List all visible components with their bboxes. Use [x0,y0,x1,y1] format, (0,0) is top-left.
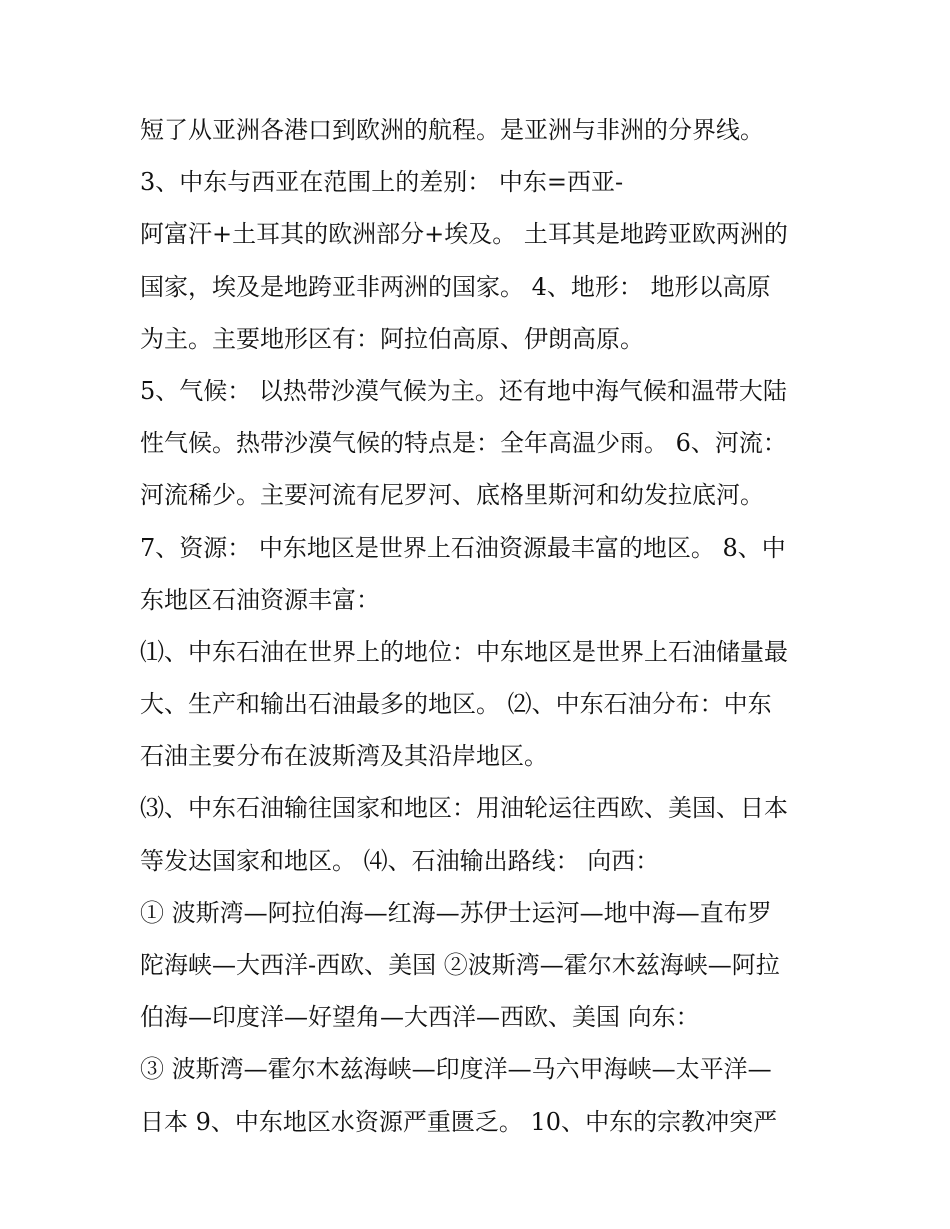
text-line: 为主。主要地形区有：阿拉伯高原、伊朗高原。 [140,324,644,353]
text-line: ① 波斯湾—阿拉伯海—红海—苏伊士运河—地中海—直布罗 [140,898,772,927]
text-line: 短了从亚洲各港口到欧洲的航程。是亚洲与非洲的分界线。 [140,116,764,144]
text-line: 东地区石油资源丰富： [140,585,380,614]
body-text [140,104,830,1148]
text-line: 性气候。热带沙漠气候的特点是：全年高温少雨。 6、河流： [140,429,787,458]
text-line: 大、生产和输出石油最多的地区。 ⑵、中东石油分布：中东 [140,690,772,719]
text-line: 日本 9、中东地区水资源严重匮乏。 10、中东的宗教冲突严 [140,1107,778,1136]
text-line: 伯海—印度洋—好望角—大西洋—西欧、美国 向东： [140,1003,700,1032]
text-line: 陀海峡—大西洋-西欧、美国 ②波斯湾—霍尔木兹海峡—阿拉 [140,951,780,979]
text-line: 5、气候： 以热带沙漠气候为主。还有地中海气候和温带大陆 [140,376,787,405]
text-line: 等发达国家和地区。 ⑷、石油输出路线： 向西： [140,846,660,875]
text-line: 3、中东与西亚在范围上的差别： 中东=西亚- [140,168,624,197]
text-line: ③ 波斯湾—霍尔木兹海峡—印度洋—马六甲海峡—太平洋— [140,1055,772,1084]
text-line: 石油主要分布在波斯湾及其沿岸地区。 [140,742,548,771]
text-line: ⑶、中东石油输往国家和地区：用油轮运往西欧、美国、日本 [140,794,788,823]
text-line: ⑴、中东石油在世界上的地位：中东地区是世界上石油储量最 [140,637,788,666]
text-line: 国家，埃及是地跨亚非两洲的国家。 4、地形： 地形以高原 [140,272,771,301]
text-line: 阿富汗+土耳其的欧洲部分+埃及。 土耳其是地跨亚欧两洲的 [140,220,788,249]
text-line: 河流稀少。主要河流有尼罗河、底格里斯河和幼发拉底河。 [140,481,764,510]
text-line: 7、资源： 中东地区是世界上石油资源最丰富的地区。 8、中 [140,533,786,562]
